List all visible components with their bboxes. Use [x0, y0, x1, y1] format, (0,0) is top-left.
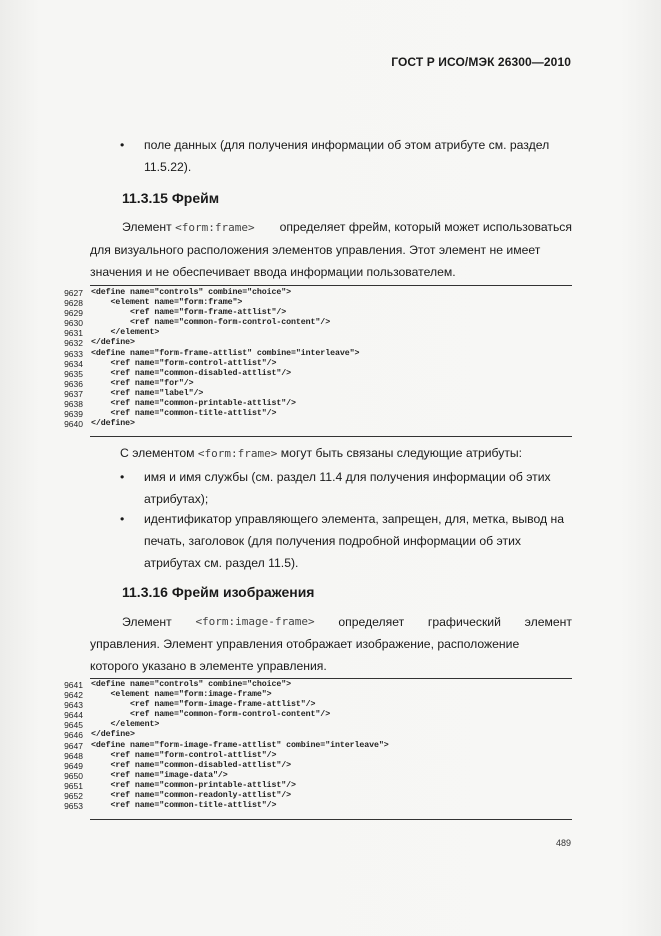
code-text: <element name="form:image-frame">: [91, 690, 272, 700]
code-listing-image-frame: [55, 680, 575, 811]
code-text: </define>: [91, 338, 135, 348]
code-text: <define name="form-frame-attlist" combine="interleave">: [91, 348, 360, 358]
code-rule-bottom: [90, 819, 572, 820]
code-text: <ref name="common-title-attlist"/>: [91, 801, 277, 811]
code-line: [55, 781, 575, 791]
line-number: 9628: [64, 298, 83, 309]
line-number: 9630: [64, 318, 83, 329]
section-heading-image-frame: 11.3.16 Фрейм изображения: [122, 584, 315, 600]
line-number: 9649: [64, 760, 83, 771]
line-number: 9637: [64, 388, 83, 399]
line-number: 9640: [64, 419, 83, 430]
code-text: <ref name="common-disabled-attlist"/>: [91, 368, 292, 378]
inline-code: <form:frame>: [197, 447, 278, 460]
code-text: <ref name="common-readonly-attlist"/>: [91, 791, 292, 801]
code-line: [55, 338, 575, 348]
intro-bullet-line1: поле данных (для получения информации об этом атрибуте см. раздел: [144, 138, 550, 152]
code-line: [55, 318, 575, 328]
code-line: [55, 680, 575, 690]
code-line: [55, 369, 575, 379]
line-number: 9642: [64, 690, 83, 701]
line-number: 9638: [64, 399, 83, 410]
line-number: 9651: [64, 780, 83, 791]
line-number: 9639: [64, 409, 83, 420]
code-text: <ref name="common-form-control-content"/>: [91, 710, 331, 720]
line-number: 9636: [64, 378, 83, 389]
code-text: </element>: [91, 720, 160, 730]
code-text: <ref name="common-title-attlist"/>: [91, 409, 277, 419]
document-header: ГОСТ Р ИСО/МЭК 26300—2010: [391, 55, 571, 69]
line-number: 9647: [64, 740, 83, 751]
line-number: 9644: [64, 710, 83, 721]
line-number: 9627: [64, 288, 83, 298]
line-number: 9650: [64, 770, 83, 781]
code-line: [55, 308, 575, 318]
code-text: <element name="form:frame">: [91, 298, 243, 308]
code-text: <define name="controls" combine="choice">: [91, 288, 292, 297]
code-text: <ref name="form-control-attlist"/>: [91, 750, 277, 760]
code-line: [55, 359, 575, 369]
section1-line2: для визуального расположения элементов управления. Этот элемент не имеет: [90, 243, 541, 257]
section1-paragraph: [90, 216, 572, 283]
code-line: [55, 710, 575, 720]
code-line: [55, 741, 575, 751]
line-number: 9646: [64, 730, 83, 741]
section2-line3: которого указано в элементе управления.: [90, 659, 327, 673]
line-number: 9629: [64, 308, 83, 319]
code-line: [55, 419, 575, 429]
code-line: [55, 751, 575, 761]
code-line: [55, 771, 575, 781]
code-text: <define name="controls" combine="choice">: [91, 680, 292, 689]
section2-line1: Элемент <form:image-frame> определяет графический элемент: [90, 611, 572, 633]
code-rule-bottom: [90, 436, 572, 437]
code-rule-top: [90, 285, 572, 286]
code-text: </element>: [91, 328, 160, 338]
code-text: <ref name="image-data"/>: [91, 770, 228, 780]
code-line: [55, 409, 575, 419]
line-number: 9653: [64, 801, 83, 812]
code-line: [55, 399, 575, 409]
line-number: 9645: [64, 720, 83, 731]
code-text: <ref name="form-frame-attlist"/>: [91, 308, 287, 318]
code-text: <ref name="label"/>: [91, 388, 204, 398]
section1-after-paragraph: С элементом <form:frame> могут быть связаны следующие атрибуты:: [120, 446, 523, 460]
code-line: [55, 389, 575, 399]
bullet-marker: •: [120, 512, 125, 526]
inline-code: <form:frame>: [175, 221, 255, 234]
code-text: <ref name="for"/>: [91, 378, 194, 388]
code-rule-top: [90, 678, 572, 679]
section1-line3: значения и не обеспечивает ввода информации пользователем.: [90, 265, 456, 279]
code-line: [55, 720, 575, 730]
code-line: [55, 298, 575, 308]
inline-code: <form:image-frame>: [195, 615, 315, 628]
section-heading-frame: 11.3.15 Фрейм: [122, 190, 220, 206]
code-line: [55, 349, 575, 359]
code-line: [55, 801, 575, 811]
code-text: </define>: [91, 730, 135, 740]
code-line: [55, 690, 575, 700]
line-number: 9643: [64, 700, 83, 711]
line-number: 9652: [64, 791, 83, 802]
code-text: <ref name="common-form-control-content"/>: [91, 318, 331, 328]
code-line: [55, 328, 575, 338]
line-number: 9641: [64, 680, 83, 690]
section2-line2: управления. Элемент управления отображает изображение, расположение: [90, 637, 520, 651]
line-number: 9632: [64, 338, 83, 349]
line-number: 9635: [64, 368, 83, 379]
code-listing-frame: [55, 288, 575, 429]
code-line: [55, 730, 575, 740]
code-line: [55, 700, 575, 710]
code-line: [55, 288, 575, 298]
section1-line1: Элемент <form:frame> определяет фрейм, который может использоваться: [122, 220, 572, 234]
intro-bullet-line2: 11.5.22).: [144, 160, 192, 174]
code-text: <ref name="common-disabled-attlist"/>: [91, 760, 292, 770]
bullet-marker: •: [120, 470, 125, 484]
page-number: 489: [555, 838, 571, 848]
line-number: 9631: [64, 328, 83, 339]
document-page: ГОСТ Р ИСО/МЭК 26300—2010 • поле данных (для получения информации об этом атрибуте см. раздел 11.5.22). 11.3.15 Фрейм Элемент <form:frame> определяет фрейм, который может использоваться для визуального расположения элементов управления. Этот элемент не имеет значения и не обеспечивает ввода информации пользователем. 9627 <define name="controls" combine="choice"> 9628 <element name="form:frame"> 9629 <ref name="form-frame-attlist"/> 9630 <ref name="common-form-control-content"/> 9631 </element> 9632 </define> 9633 <define name="form-frame-attlist" combine="interleave"> 9634 <ref name="form-control-attlist"/> 9635 <ref name="common-disabled-attlist"/> 9636 <ref name="for"/> 9637 <ref name="label"/> 9638 <ref name="common-printable-attlist"/> 9639 <ref name="common-title-attlist"/> 9640 </define> С элементом <form:frame> могут быть связаны следующие атрибуты: • имя и имя службы (см. раздел 11.4 для получения информации об этих атрибутах); • идентификатор управляющего элемента, запрещен, для, метка, вывод на печать, заголовок (для получения подробной информации об этих атрибутах см. раздел 11.5). 11.3.16 Фрейм изображения Элемент <form:image-frame> определяет графический элемент управления. Элемент управления отображает изображение, расположение которого указано в элементе управления. 9641 <define name="controls" combine="choice"> 9642 <element name="form:image-frame"> 9643 <ref name="form-image-frame-attlist"/> 9644 <ref name="common-form-control-content"/> 9645 </element> 9646 </define> 9647 <define name="form-image-frame-attlist" combine="interleave"> 9648 <ref name="form-control-attlist"/> 9649 <ref name="common-disabled-attlist"/> 9650 <ref name="image-data"/> 9651 <ref name="common-printable-attlist"/> 9652 <ref name="common-readonly-attlist"/> 9653 <ref name="common-title-attlist"/> 489: [0, 0, 661, 936]
bullet-marker: •: [120, 138, 125, 152]
code-text: </define>: [91, 419, 135, 429]
code-text: <ref name="common-printable-attlist"/>: [91, 399, 296, 409]
line-number: 9634: [64, 358, 83, 369]
code-line: [55, 791, 575, 801]
line-number: 9648: [64, 750, 83, 761]
code-text: <ref name="common-printable-attlist"/>: [91, 780, 296, 790]
section2-paragraph: [90, 611, 572, 677]
code-text: <ref name="form-image-frame-attlist"/>: [91, 700, 316, 710]
code-text: <define name="form-image-frame-attlist" combine="interleave">: [91, 740, 389, 750]
code-line: [55, 379, 575, 389]
line-number: 9633: [64, 348, 83, 359]
code-text: <ref name="form-control-attlist"/>: [91, 358, 277, 368]
code-line: [55, 761, 575, 771]
